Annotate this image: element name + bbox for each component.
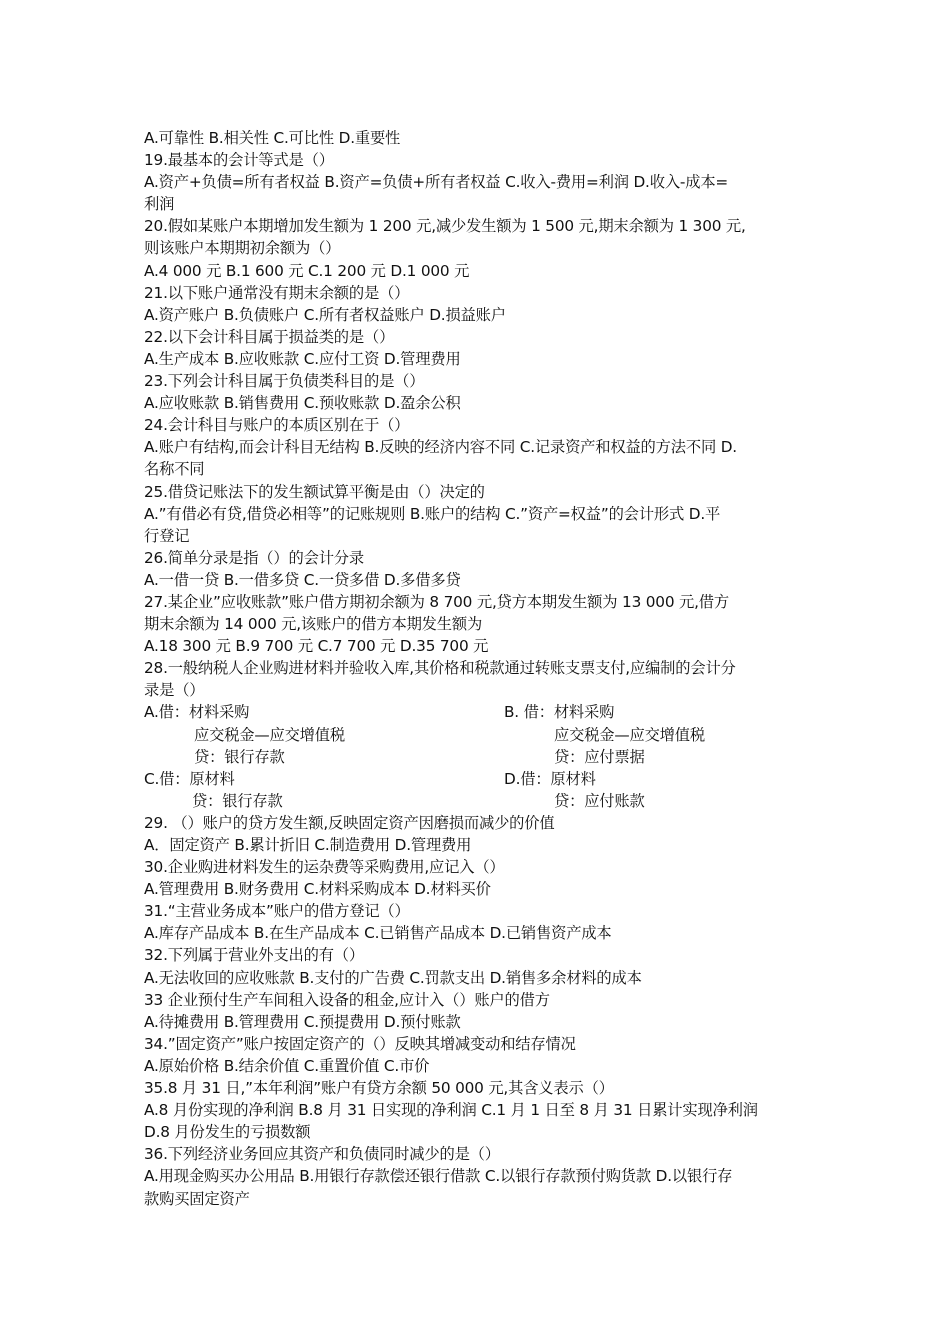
- option-b-tax: 应交税金—应交增值税: [554, 725, 705, 744]
- text-line: 19.最基本的会计等式是（）: [144, 151, 334, 170]
- text-line: 32.下列属于营业外支出的有（）: [144, 946, 364, 965]
- option-d-debit: D.借：原材料: [504, 769, 596, 788]
- text-line: 29. （）账户的贷方发生额,反映固定资产因磨损而减少的价值: [144, 813, 555, 832]
- text-line: 36.下列经济业务回应其资产和负债同时减少的是（）: [144, 1145, 500, 1164]
- text-line: A.库存产品成本 B.在生产品成本 C.已销售产品成本 D.已销售资产成本: [144, 924, 612, 943]
- text-line: 34.”固定资产”账户按固定资产的（）反映其增减变动和结存情况: [144, 1034, 576, 1053]
- journal-entry-row: [144, 701, 812, 723]
- text-line: 35.8 月 31 日,”本年利润”账户有贷方余额 50 000 元,其含义表示（）: [144, 1079, 614, 1098]
- text-line: 22.以下会计科目属于损益类的是（）: [144, 327, 395, 346]
- text-line: 款购买固定资产: [144, 1189, 250, 1208]
- text-line: A.生产成本 B.应收账款 C.应付工资 D.管理费用: [144, 349, 461, 368]
- text-line: 24.会计科目与账户的本质区别在于（）: [144, 416, 410, 435]
- text-line: A.18 300 元 B.9 700 元 C.7 700 元 D.35 700 元: [144, 637, 489, 656]
- text-line: 28.一般纳税人企业购进材料并验收入库,其价格和税款通过转账支票支付,应编制的会计分: [144, 659, 736, 678]
- document-body: [144, 127, 812, 1210]
- text-line: A.用现金购买办公用品 B.用银行存款偿还银行借款 C.以银行存款预付购货款 D.以银行存: [144, 1167, 733, 1186]
- text-line: 33 企业预付生产车间租入设备的租金,应计入（）账户的借方: [144, 990, 550, 1009]
- journal-entry-row: [144, 790, 812, 812]
- option-b-credit: 贷：应付票据: [554, 747, 645, 766]
- text-line: A.8 月份实现的净利润 B.8 月 31 日实现的净利润 C.1 月 1 日至 8 月 31 日累计实现净利润: [144, 1101, 758, 1120]
- text-line: 则该账户本期期初余额为（）: [144, 239, 341, 258]
- text-line: 23.下列会计科目属于负债类科目的是（）: [144, 372, 425, 391]
- text-line: 30.企业购进材料发生的运杂费等采购费用,应记入（）: [144, 858, 505, 877]
- journal-entry-row: [144, 724, 812, 746]
- text-line: A.管理费用 B.财务费用 C.材料采购成本 D.材料买价: [144, 880, 491, 899]
- text-line: 25.借贷记账法下的发生额试算平衡是由（）决定的: [144, 482, 485, 501]
- text-line: A.资产账户 B.负债账户 C.所有者权益账户 D.损益账户: [144, 305, 506, 324]
- text-line: 录是（）: [144, 681, 205, 700]
- text-line: D.8 月份发生的亏损数额: [144, 1123, 311, 1142]
- text-line: 期末余额为 14 000 元,该账户的借方本期发生额为: [144, 615, 483, 634]
- journal-entry-row: [144, 746, 812, 768]
- option-a-tax: 应交税金—应交增值税: [194, 725, 345, 744]
- option-a-credit: 贷：银行存款: [194, 747, 285, 766]
- text-line: 26.简单分录是指（）的会计分录: [144, 548, 364, 567]
- text-line: 27.某企业”应收账款”账户借方期初余额为 8 700 元,贷方本期发生额为 13 000 元,借方: [144, 592, 729, 611]
- journal-entry-row: [144, 768, 812, 790]
- text-line: A.一借一贷 B.一借多贷 C.一贷多借 D.多借多贷: [144, 570, 461, 589]
- text-line: A.可靠性 B.相关性 C.可比性 D.重要性: [144, 129, 401, 147]
- text-line: 利润: [144, 195, 175, 214]
- text-line: A.”有借必有贷,借贷必相等”的记账规则 B.账户的结构 C.”资产=权益”的会计形式 D.平: [144, 504, 721, 523]
- text-line: 行登记: [144, 526, 190, 545]
- option-c-credit: 贷：银行存款: [192, 791, 283, 810]
- text-line: A.4 000 元 B.1 600 元 C.1 200 元 D.1 000 元: [144, 261, 470, 280]
- text-line: A.资产+负债=所有者权益 B.资产=负债+所有者权益 C.收入-费用=利润 D.收入-成本=: [144, 173, 729, 192]
- text-line: 20.假如某账户本期增加发生额为 1 200 元,减少发生额为 1 500 元,期末余额为 1 300 元,: [144, 217, 746, 236]
- text-line: A.待摊费用 B.管理费用 C.预提费用 D.预付账款: [144, 1012, 461, 1031]
- text-line: A.账户有结构,而会计科目无结构 B.反映的经济内容不同 C.记录资产和权益的方法不同 D.: [144, 438, 737, 457]
- option-a-debit: A.借：材料采购: [144, 703, 250, 722]
- option-d-credit: 贷：应付账款: [554, 791, 645, 810]
- option-c-debit: C.借：原材料: [144, 769, 235, 788]
- text-line: 31.“主营业务成本”账户的借方登记（）: [144, 902, 410, 921]
- text-line: A．固定资产 B.累计折旧 C.制造费用 D.管理费用: [144, 836, 472, 854]
- text-line: 21.以下账户通常没有期末余额的是（）: [144, 283, 410, 302]
- text-line: A.应收账款 B.销售费用 C.预收账款 D.盈余公积: [144, 394, 461, 413]
- option-b-debit: B. 借：材料采购: [504, 703, 615, 722]
- text-line: 名称不同: [144, 460, 205, 479]
- text-line: A.无法收回的应收账款 B.支付的广告费 C.罚款支出 D.销售多余材料的成本: [144, 968, 642, 987]
- text-line: A.原始价格 B.结余价值 C.重置价值 C.市价: [144, 1056, 430, 1075]
